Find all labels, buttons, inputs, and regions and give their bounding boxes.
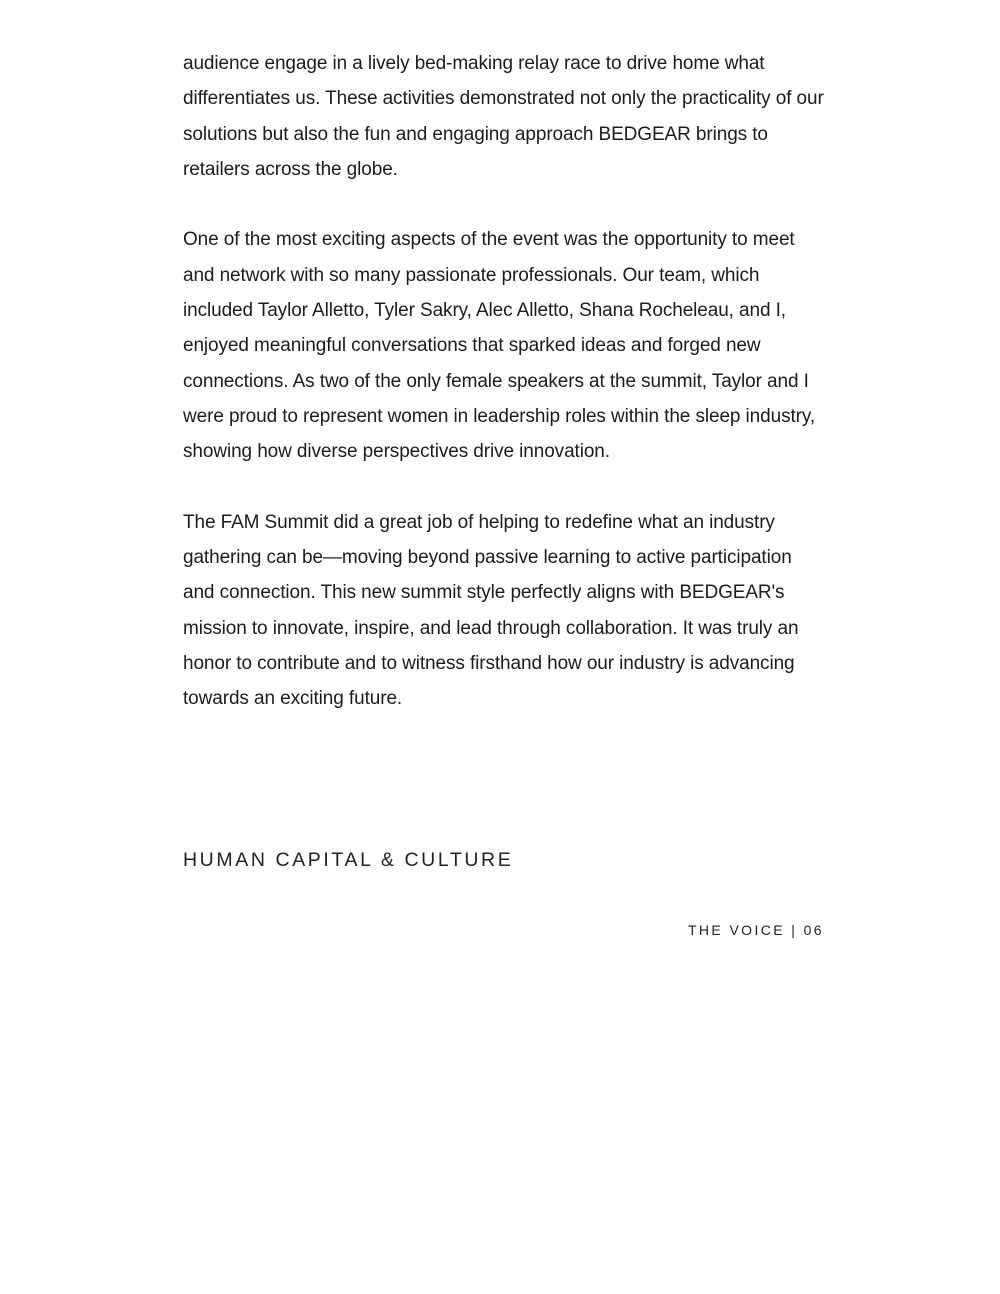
- paragraph-relay-race: audience engage in a lively bed-making relay race to drive home what differentiates us. These activities demonstrated not only the practicality of our solutions but also the fun and engaging approach BEDGEAR brings to retailers across the globe.: [183, 53, 824, 180]
- page-footer: THE VOICE | 06: [687, 922, 824, 938]
- paragraph-networking: One of the most exciting aspects of the event was the opportunity to meet and network with so many passionate professionals. Our team, which included Taylor Alletto, Tyler Sakry, Alec Alletto, Shana Rocheleau, and I, enjoyed meaningful conversations that sparked ideas and forged new connections. As two of the only female speakers at the summit, Taylor and I were proud to represent women in leadership roles within the sleep industry, showing how diverse perspectives drive innovation.: [183, 229, 816, 463]
- paragraph-summit-style: The FAM Summit did a great job of helping to redefine what an industry gathering can be—moving beyond passive learning to active participation and connection. This new summit style perfectly aligns with BEDGEAR's mission to innovate, inspire, and lead through collaboration. It was truly an honor to contribute and to witness firsthand how our industry is advancing towards an exciting future.: [183, 511, 799, 710]
- article-body: [183, 46, 828, 717]
- section-label: HUMAN CAPITAL & CULTURE: [183, 849, 514, 871]
